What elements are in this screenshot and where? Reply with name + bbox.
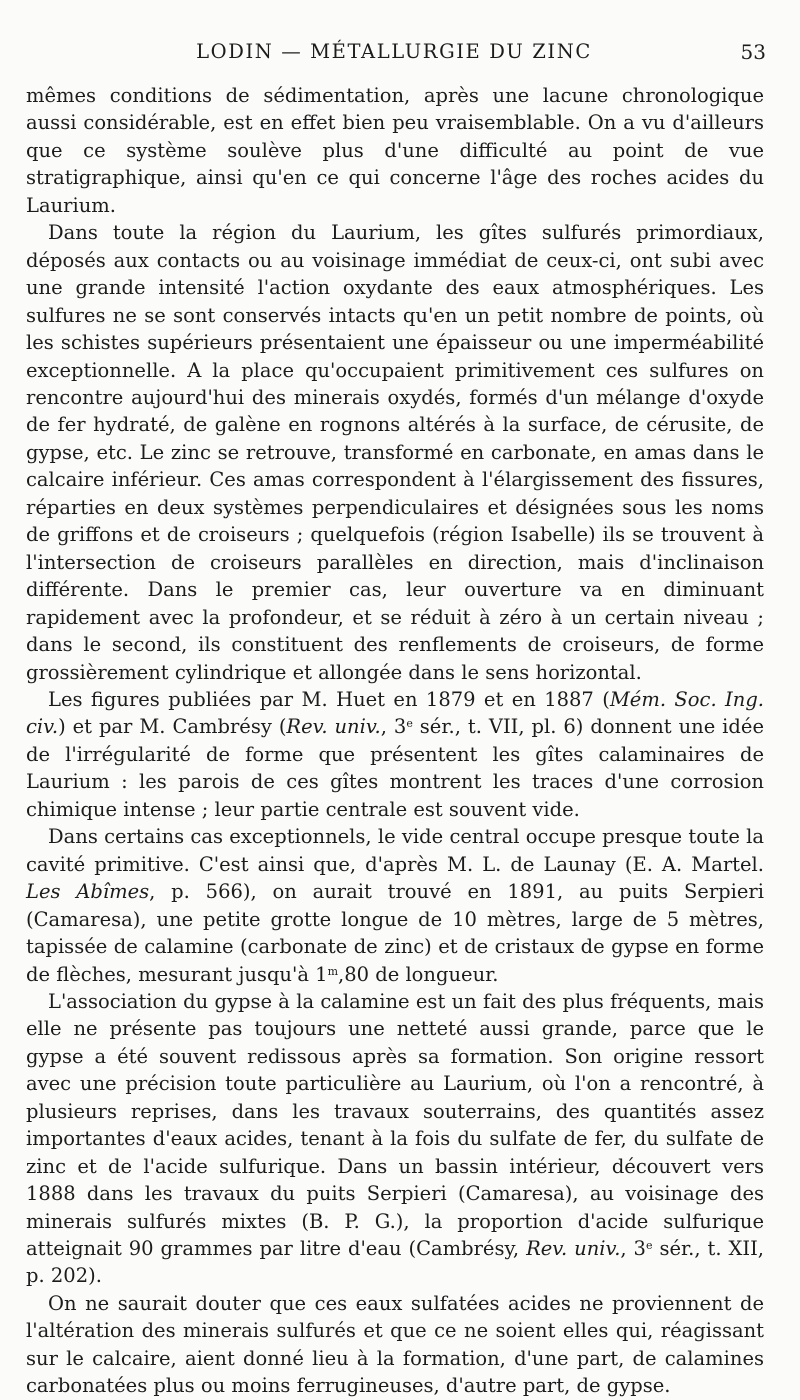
superscript: e	[645, 1239, 653, 1253]
superscript: e	[406, 717, 413, 731]
citation-title: Mém. Soc. Ing. civ.	[26, 687, 764, 739]
citation-title: Rev. univ.	[286, 715, 381, 739]
text-run: ) et par M. Cambrésy (	[58, 715, 287, 739]
paragraph-3	[26, 686, 764, 823]
text-run: ,80 de longueur.	[338, 962, 499, 986]
citation-title: Les Abîmes	[26, 880, 150, 904]
text-run: , p. 566), on aurait trouvé en 1891, au puits Serpieri (Camaresa), une petite grotte longue de 10 mètres, large de 5 mètres, tapissée de calamine (carbonate de zinc) et de cristaux de gypse en forme de flèches, mesurant jusqu'à 1	[26, 880, 764, 986]
paragraph-6: On ne saurait douter que ces eaux sulfatées acides ne proviennent de l'altération des minerais sulfurés et que ce ne soient elles qui, réagissant sur le calcaire, aient donné lieu à la formation, d'une part, de calamines carbonatées plus ou moins ferrugineuses, d'autre part, de gypse.	[26, 1291, 764, 1398]
text-run: , 3	[620, 1237, 646, 1261]
paragraph-2: Dans toute la région du Laurium, les gîtes sulfurés primordiaux, déposés aux contacts ou au voisinage immédiat de ceux-ci, ont subi avec une grande intensité l'action oxydante des eaux atmosphériques. Les sulfures ne se sont conservés intacts qu'en un petit nombre de points, où les schistes supérieurs présentaient une épaisseur ou une imperméabilité exceptionnelle. A la place qu'occupaient primitivement ces sulfures on rencontre aujourd'hui des minerais oxydés, formés d'un mélange d'oxyde de fer hydraté, de galène en rognons altérés à la surface, de cérusite, de gypse, etc. Le zinc se retrouve, transformé en carbonate, en amas dans le calcaire inférieur. Ces amas correspondent à l'élargissement des fissures, réparties en deux systèmes perpendiculaires et désignées sous les noms de griffons et de croiseurs ; quelquefois (région Isabelle) ils se trouvent à l'intersection de croiseurs parallèles en direction, mais d'inclinaison différente. Dans le premier cas, leur ouverture va en diminuant rapidement avec la profondeur, et se réduit à zéro à un certain niveau ; dans le second, ils constituent des renflements de croiseurs, de forme grossièrement cylindrique et allongée dans le sens horizontal.	[26, 221, 764, 684]
text-run: sér., t. VII, pl. 6) donnent une idée de l'irrégularité de forme que présentent les gîtes calaminaires de Laurium : les parois de ces gîtes montrent les traces d'une corrosion chimique intense ; leur partie centrale est souvent vide.	[26, 715, 764, 821]
running-title: LODIN — MÉTALLURGIE DU ZINC	[196, 40, 592, 63]
paragraph-1: mêmes conditions de sédimentation, après une lacune chronologique aussi considérable, est en effet bien peu vraisemblable. On a vu d'ailleurs que ce système soulève plus d'une difficulté au point de vue stratigraphique, ainsi qu'en ce qui concerne l'âge des roches acides du Laurium.	[26, 84, 764, 217]
body-text	[26, 82, 764, 1400]
paragraph-5	[26, 988, 764, 1290]
running-header	[22, 36, 766, 76]
text-run: Dans certains cas exceptionnels, le vide central occupe presque toute la cavité primitive. C'est ainsi que, d'après M. L. de Launay (E. A. Martel.	[26, 825, 764, 876]
text-run: Les figures publiées par M. Huet en 1879 et en 1887 (	[48, 687, 610, 711]
citation-title: Rev. univ.	[526, 1237, 621, 1261]
text-run: sér., t. XII, p. 202).	[26, 1237, 764, 1288]
paragraph-4	[26, 823, 764, 988]
page-number: 53	[740, 40, 766, 64]
text-run: , 3	[380, 715, 407, 739]
text-run: L'association du gypse à la calamine est un fait des plus fréquents, mais elle ne présente pas toujours une netteté aussi grande, parce que le gypse a été souvent redissous après sa formation. Son origine ressort avec une précision toute particulière au Laurium, où l'on a rencontré, à plusieurs reprises, dans les travaux souterrains, des quantités assez importantes d'eaux acides, tenant à la fois du sulfate de fer, du sulfate de zinc et de l'acide sulfurique. Dans un bassin intérieur, découvert vers 1888 dans les travaux du puits Serpieri (Camaresa), au voisinage des minerais sulfurés mixtes (B. P. G.), la proportion d'acide sulfurique atteignait 90 grammes par litre d'eau (Cambrésy,	[26, 989, 764, 1261]
superscript: m	[327, 964, 339, 978]
